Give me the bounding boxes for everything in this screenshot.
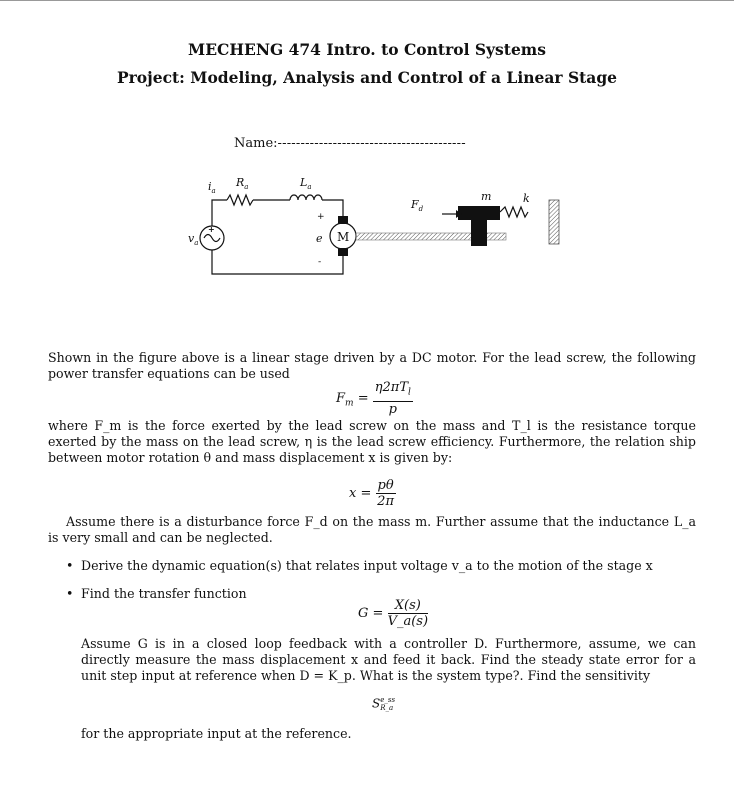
motor-body-top (338, 216, 348, 224)
inductor-coils (290, 195, 322, 200)
wire-bottom (212, 250, 343, 274)
name-label: Name: (234, 136, 278, 151)
closed-loop-paragraph: Assume G is in a closed loop feedback with a controller D. Furthermore, assume, we can directly measure the mass displacement x and feed it back. Find the steady state error for a unit step input at reference when D = K_p. What is the system type?. Find the sensitivity (81, 636, 696, 683)
top-rule (0, 0, 734, 1)
mass-block (458, 206, 500, 220)
label-fd: $F_d$ (411, 198, 424, 213)
bullet-derive-equations: Derive the dynamic equation(s) that relates input voltage v_a to the motion of the stage x (81, 558, 653, 573)
name-field (234, 136, 466, 151)
label-la: $L_a$ (300, 176, 312, 191)
label-back-emf: e (316, 232, 323, 245)
project-title: Project: Modeling, Analysis and Control of a Linear Stage (116, 68, 618, 87)
equation-sensitivity: S e_ss R_a (372, 696, 396, 712)
linear-stage-figure (190, 170, 580, 285)
bullet-transfer-function: Find the transfer function (81, 586, 247, 601)
motor-plus: + (317, 212, 325, 222)
intro-paragraph: Shown in the figure above is a linear stage driven by a DC motor. For the lead screw, the following power transfer equations can be used (48, 350, 696, 381)
equation-displacement: x = $\frac{p\theta}{2\pi}$ (349, 478, 394, 509)
label-ia: $i_a$ (208, 180, 216, 195)
motor-label: M (337, 230, 350, 244)
label-va: $v_a$ (188, 232, 199, 247)
bullet-marker-2: • (66, 586, 74, 601)
resistor-zigzag (227, 195, 253, 205)
spring-zigzag (500, 207, 528, 217)
motor-body-bottom (338, 248, 348, 256)
bullet-marker-1: • (66, 558, 74, 573)
where-paragraph: where F_m is the force exerted by the lead screw on the mass and T_l is the resistance torque exerted by the mass on the lead screw, η is the lead screw efficiency. Furthermore, the relation ship between motor rotation θ and mass displacement x is given by: (48, 418, 696, 465)
source-plus: + (208, 225, 215, 234)
mass-nut (471, 220, 487, 246)
motor-minus: - (318, 257, 322, 267)
course-title: MECHENG 474 Intro. to Control Systems (188, 40, 546, 59)
wall (549, 200, 559, 244)
label-ra: $R_a$ (236, 176, 249, 191)
wire-top-left (212, 200, 227, 226)
name-blank-line: ----------------------------------------- (277, 136, 466, 151)
equation-force: $F_m$ = $\frac{\eta 2\pi T_l}{p}$ (336, 380, 411, 417)
assume-paragraph: Assume there is a disturbance force F_d on the mass m. Further assume that the inductance L_a is very small and can be neglected. (48, 514, 696, 545)
label-spring-k: k (523, 192, 530, 205)
label-mass: m (481, 190, 492, 203)
closing-line: for the appropriate input at the reference. (81, 726, 352, 741)
equation-transfer-function: G = $\frac{X(s)}{V\_a(s)}$ (358, 598, 429, 629)
